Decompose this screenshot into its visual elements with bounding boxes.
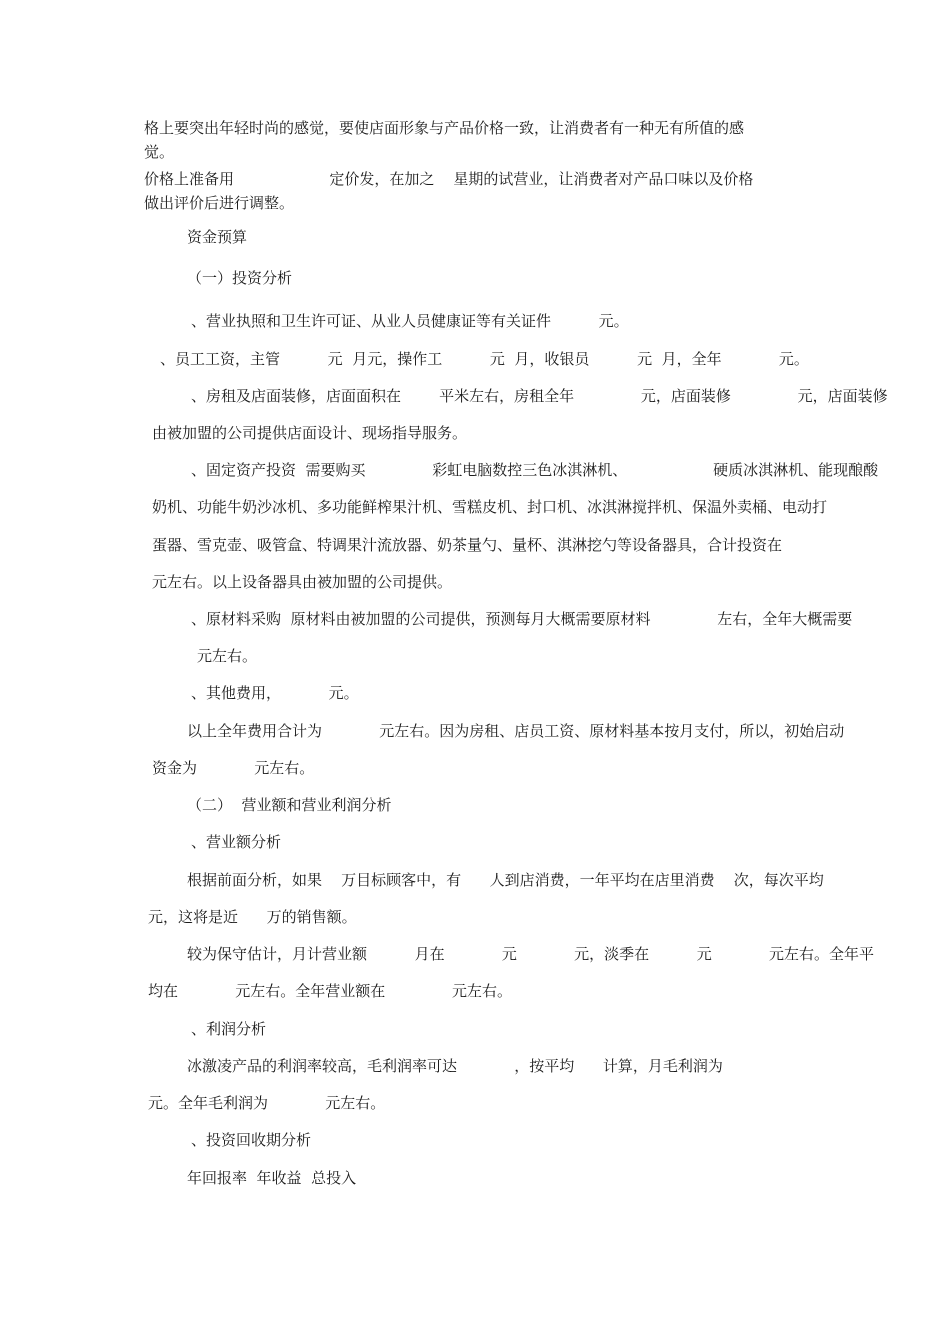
text-line: 均在 元左右。全年营业额在 元左右。 [148, 982, 512, 1000]
text-line: 、其他费用， 元。 [191, 684, 359, 702]
text-line: 由被加盟的公司提供店面设计、现场指导服务。 [152, 424, 468, 442]
text-line: 价格上准备用 定价发，在加之 星期的试营业，让消费者对产品口味以及价格 [144, 170, 754, 188]
text-line: 、原材料采购 原材料由被加盟的公司提供，预测每月大概需要原材料 左右，全年大概需要 [191, 610, 853, 628]
text-line: 元左右。 [197, 647, 258, 665]
text-line: 年回报率 年收益 总投入 [187, 1169, 357, 1187]
text-line: 元，这将是近 万的销售额。 [148, 908, 357, 926]
subsection-heading: （二） 营业额和营业利润分析 [187, 796, 392, 814]
text-line: 根据前面分析，如果 万目标顾客中，有 人到店消费，一年平均在店里消费 次，每次平均 [187, 871, 824, 889]
text-line: 、员工工资，主管 元 月元，操作工 元 月，收银员 元 月，全年 元。 [160, 350, 809, 368]
text-line: 元左右。以上设备器具由被加盟的公司提供。 [152, 573, 453, 591]
section-heading: 资金预算 [187, 228, 248, 246]
text-line: 、房租及店面装修，店面面积在 平米左右，房租全年 元，店面装修 元，店面装修 [191, 387, 888, 405]
text-line: 元。全年毛利润为 元左右。 [148, 1094, 386, 1112]
text-line: 格上要突出年轻时尚的感觉，要使店面形象与产品价格一致，让消费者有一种无有所值的感 [144, 119, 745, 137]
text-line: 以上全年费用合计为 元左右。因为房租、店员工资、原材料基本按月支付，所以，初始启动 [187, 722, 845, 740]
text-line: 资金为 元左右。 [152, 759, 315, 777]
text-line: 、营业执照和卫生许可证、从业人员健康证等有关证件 元。 [191, 312, 629, 330]
text-line: 、利润分析 [191, 1020, 267, 1038]
text-line: 、固定资产投资 需要购买 彩虹电脑数控三色冰淇淋机、 硬质冰淇淋机、能现酿酸 [191, 461, 879, 479]
text-line: 、投资回收期分析 [191, 1131, 312, 1149]
text-line: 蛋器、雪克壶、吸管盒、特调果汁流放器、奶茶量勺、量杯、淇淋挖勺等设备器具，合计投资在 [152, 536, 783, 554]
text-line: 奶机、功能牛奶沙冰机、多功能鲜榨果汁机、雪糕皮机、封口机、冰淇淋搅拌机、保温外卖桶、电动打 [152, 498, 828, 516]
text-line: 冰激凌产品的利润率较高，毛利润率可达 ，按平均 计算，月毛利润为 [187, 1057, 723, 1075]
text-line: 、营业额分析 [191, 833, 282, 851]
text-line: 较为保守估计，月计营业额 月在 元 元，淡季在 元 元左右。全年平 [187, 945, 875, 963]
subsection-heading: （一）投资分析 [187, 269, 293, 287]
text-line: 做出评价后进行调整。 [144, 194, 295, 212]
text-line: 觉。 [144, 143, 175, 161]
